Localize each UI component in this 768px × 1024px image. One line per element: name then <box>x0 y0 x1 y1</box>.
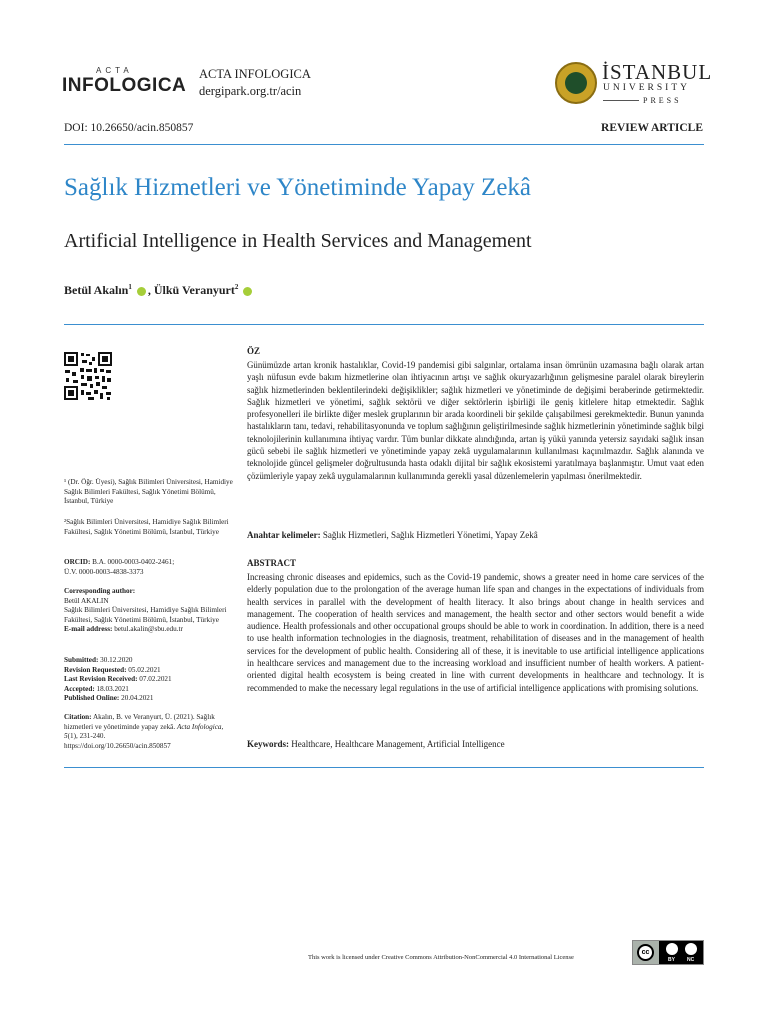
abstract-keywords <box>247 739 505 749</box>
abstract-rule <box>64 767 704 768</box>
acta-infologica-logo <box>62 66 187 102</box>
revision-requested-date: 05.02.2021 <box>128 665 161 674</box>
revision-requested-label: Revision Requested: <box>64 665 127 674</box>
nc-icon <box>685 943 697 955</box>
oz-text: Günümüzde artan kronik hastalıklar, Covid-19 pandemisi gibi salgınlar, ortalama insan ömrünün uzamasına bağlı olarak artan yaşlı nüfusun evde bakım hizmetlerine olan ihtiyacının artışı ve sağlık okuryazarlığının gelişmesine paralel olarak bireylerin sağlık hizmetlerinden beklentilerindeki değişiklikler; sağlık hizmetleri ve yönetiminde de değişimi beraberinde getirmektedir. Sağlık hizmetleri ve yönetimi, sağlık sektörü ve diğer sektörlerin işbirliği ile geniş kitlelere hitap etmektedir. Sağlık profesyonelleri ile birlikte diğer meslek gruplarının bir arada koordineli bir şekilde çalışabilmesi gerekmektedir. Bunun yanında hastalıkların tanı, tedavi, rehabilitasyonunda ve toplum sağlığının geliştirilmesinde sağlık hizmetlerinin yönetiminde sağlık bilgi teknolojilerinin kullanımına ihtiyaç vardır. Tüm bunlar dikkate alındığında, artan iş yükü yanında yetersiz sayıdaki sağlık insan gücü sebebi ile sağlık hizmetleri ve yönetiminde yapay zekâ uygulamalarının kullanılması kaçınılmazdır. Sağlık alanında ve teknolojide güncel gelişmeler doğrultusunda hasta odaklı dijital bir sağlık ekosistemi yaratılmaya başlanmıştır. Umut vaat eden çözümleriyle yapay zekâ uygulamalarının kullanımında gerekli yasal düzenlemelerin yapılması önerilmektedir. <box>247 360 704 481</box>
oz-heading: ÖZ <box>247 346 261 356</box>
author-2-sup: 2 <box>234 283 239 291</box>
accepted-date: 18.03.2021 <box>96 684 129 693</box>
orcid-2[interactable]: Ü.V. 0000-0003-4838-3373 <box>64 567 144 576</box>
citation-label: Citation: <box>64 713 92 721</box>
publisher-line3: PRESS <box>643 96 682 105</box>
oz-keywords-value: Sağlık Hizmetleri, Sağlık Hizmetleri Yönetimi, Yapay Zekâ <box>322 530 538 540</box>
published-date: 20.04.2021 <box>121 694 154 703</box>
citation-url[interactable]: https://doi.org/10.26650/acin.850857 <box>64 741 171 750</box>
author-1: Betül Akalın <box>64 283 129 297</box>
publisher-divider <box>603 100 639 101</box>
title-turkish: Sağlık Hizmetleri ve Yönetiminde Yapay Zekâ <box>64 174 532 201</box>
abstract-text: Increasing chronic diseases and epidemics, such as the Covid-19 pandemic, shows a greater need in home care services of the elderly population due to the prolongation of the average human life span and changes in the expectations of individuals from health services in parallel with the development of health literacy. It also brings about change in health services and management. The cooperation of health services and management, the health sector and other sectors would benefit a wide audience. Health professionals and other occupational groups should be able to work in coordination. In addition, there is a need to use health information technologies in the diagnosis, treatment, rehabilitation of diseases and in the management of health services for the development of public health. Considering all of these, it is inevitable to use artificial intelligence applications in healthcare services and management due to the increasing workload and insufficient number of health workers. A patient-oriented digital health ecosystem is being created in line with current developments in healthcare and technology. It is recommended to make the necessary legal regulations in the use of artificial intelligence applications with promising solutions. <box>247 572 704 693</box>
corresponding-address: Sağlık Bilimleri Üniversitesi, Hamidiye Sağlık Bilimleri Fakültesi, Sağlık Yönetimi Bölümü, İstanbul, Türkiye <box>64 606 227 624</box>
logo-acta-text: ACTA <box>96 66 133 75</box>
abstract-keywords-label: Keywords: <box>247 739 289 749</box>
corresponding-author-block <box>64 587 236 635</box>
orcid-icon[interactable] <box>243 287 252 296</box>
accepted-label: Accepted: <box>64 684 95 693</box>
email-label: E-mail address: <box>64 625 113 634</box>
author-separator: , <box>147 283 154 297</box>
citation-block <box>64 713 236 751</box>
by-icon <box>666 943 678 955</box>
journal-url[interactable]: dergipark.org.tr/acin <box>199 84 302 98</box>
affiliation-2: ²Sağlık Bilimleri Üniversitesi, Hamidiye Sağlık Bilimleri Fakültesi, Sağlık Yönetimi Bölümü, İstanbul, Türkiye <box>64 518 229 536</box>
cc-icon: cc <box>637 944 654 961</box>
publisher-line2: UNIVERSITY <box>603 83 690 93</box>
email-address[interactable]: betul.akalin@sbu.edu.tr <box>114 625 183 634</box>
affiliation-1: ¹ (Dr. Öğr. Üyesi), Sağlık Bilimleri Üniversitesi, Hamidiye Sağlık Bilimleri Fakültesi, Sağlık Yönetimi Bölümü, İstanbul, Türkiye <box>64 478 233 506</box>
citation-journal: Acta Infologica, 5 <box>64 722 224 741</box>
published-label: Published Online: <box>64 694 120 703</box>
orcid-1[interactable]: B.A. 0000-0003-0402-2461; <box>92 558 175 566</box>
logo-infologica-text: INFOLOGICA <box>62 75 187 96</box>
qr-code-icon <box>64 352 112 400</box>
header-rule <box>64 144 704 145</box>
dates-block <box>64 656 236 704</box>
abstract-heading: ABSTRACT <box>247 558 297 568</box>
oz-keywords-label: Anahtar kelimeler: <box>247 530 321 540</box>
by-label: BY <box>668 957 675 963</box>
title-rule <box>64 324 704 325</box>
citation-rest: (1), 231-240. <box>67 732 106 741</box>
oz-keywords <box>247 530 538 540</box>
last-revision-label: Last Revision Received: <box>64 675 138 684</box>
orcid-block <box>64 558 236 577</box>
submitted-label: Submitted: <box>64 656 99 664</box>
title-english: Artificial Intelligence in Health Services and Management <box>64 230 532 252</box>
doi[interactable]: DOI: 10.26650/acin.850857 <box>64 122 194 134</box>
article-type: REVIEW ARTICLE <box>601 122 703 134</box>
author-list <box>64 283 254 298</box>
submitted-date: 30.12.2020 <box>100 656 133 664</box>
corresponding-label: Corresponding author: <box>64 587 136 595</box>
abstract-keywords-value: Healthcare, Healthcare Management, Artificial Intelligence <box>291 739 505 749</box>
corresponding-name: Betül AKALIN <box>64 596 109 605</box>
last-revision-date: 07.02.2021 <box>139 675 172 684</box>
orcid-icon[interactable] <box>137 287 146 296</box>
istanbul-university-press-logo <box>555 60 713 110</box>
orcid-label: ORCID: <box>64 558 91 566</box>
nc-label: NC <box>687 957 695 963</box>
publisher-line1: İSTANBUL <box>602 60 713 84</box>
author-1-sup: 1 <box>128 283 132 291</box>
license-text: This work is licensed under Creative Commons Attribution-NonCommercial 4.0 International License <box>308 954 574 961</box>
citation-text: Akalın, B. ve Veranyurt, Ü. (2021). Sağlık hizmetleri ve yönetiminde yapay zekâ. <box>64 713 215 731</box>
journal-name: ACTA INFOLOGICA <box>199 67 311 81</box>
cc-icon-background <box>633 941 659 964</box>
university-seal-icon <box>555 62 597 104</box>
creative-commons-badge[interactable] <box>632 940 704 965</box>
author-2: Ülkü Veranyurt <box>153 283 235 297</box>
